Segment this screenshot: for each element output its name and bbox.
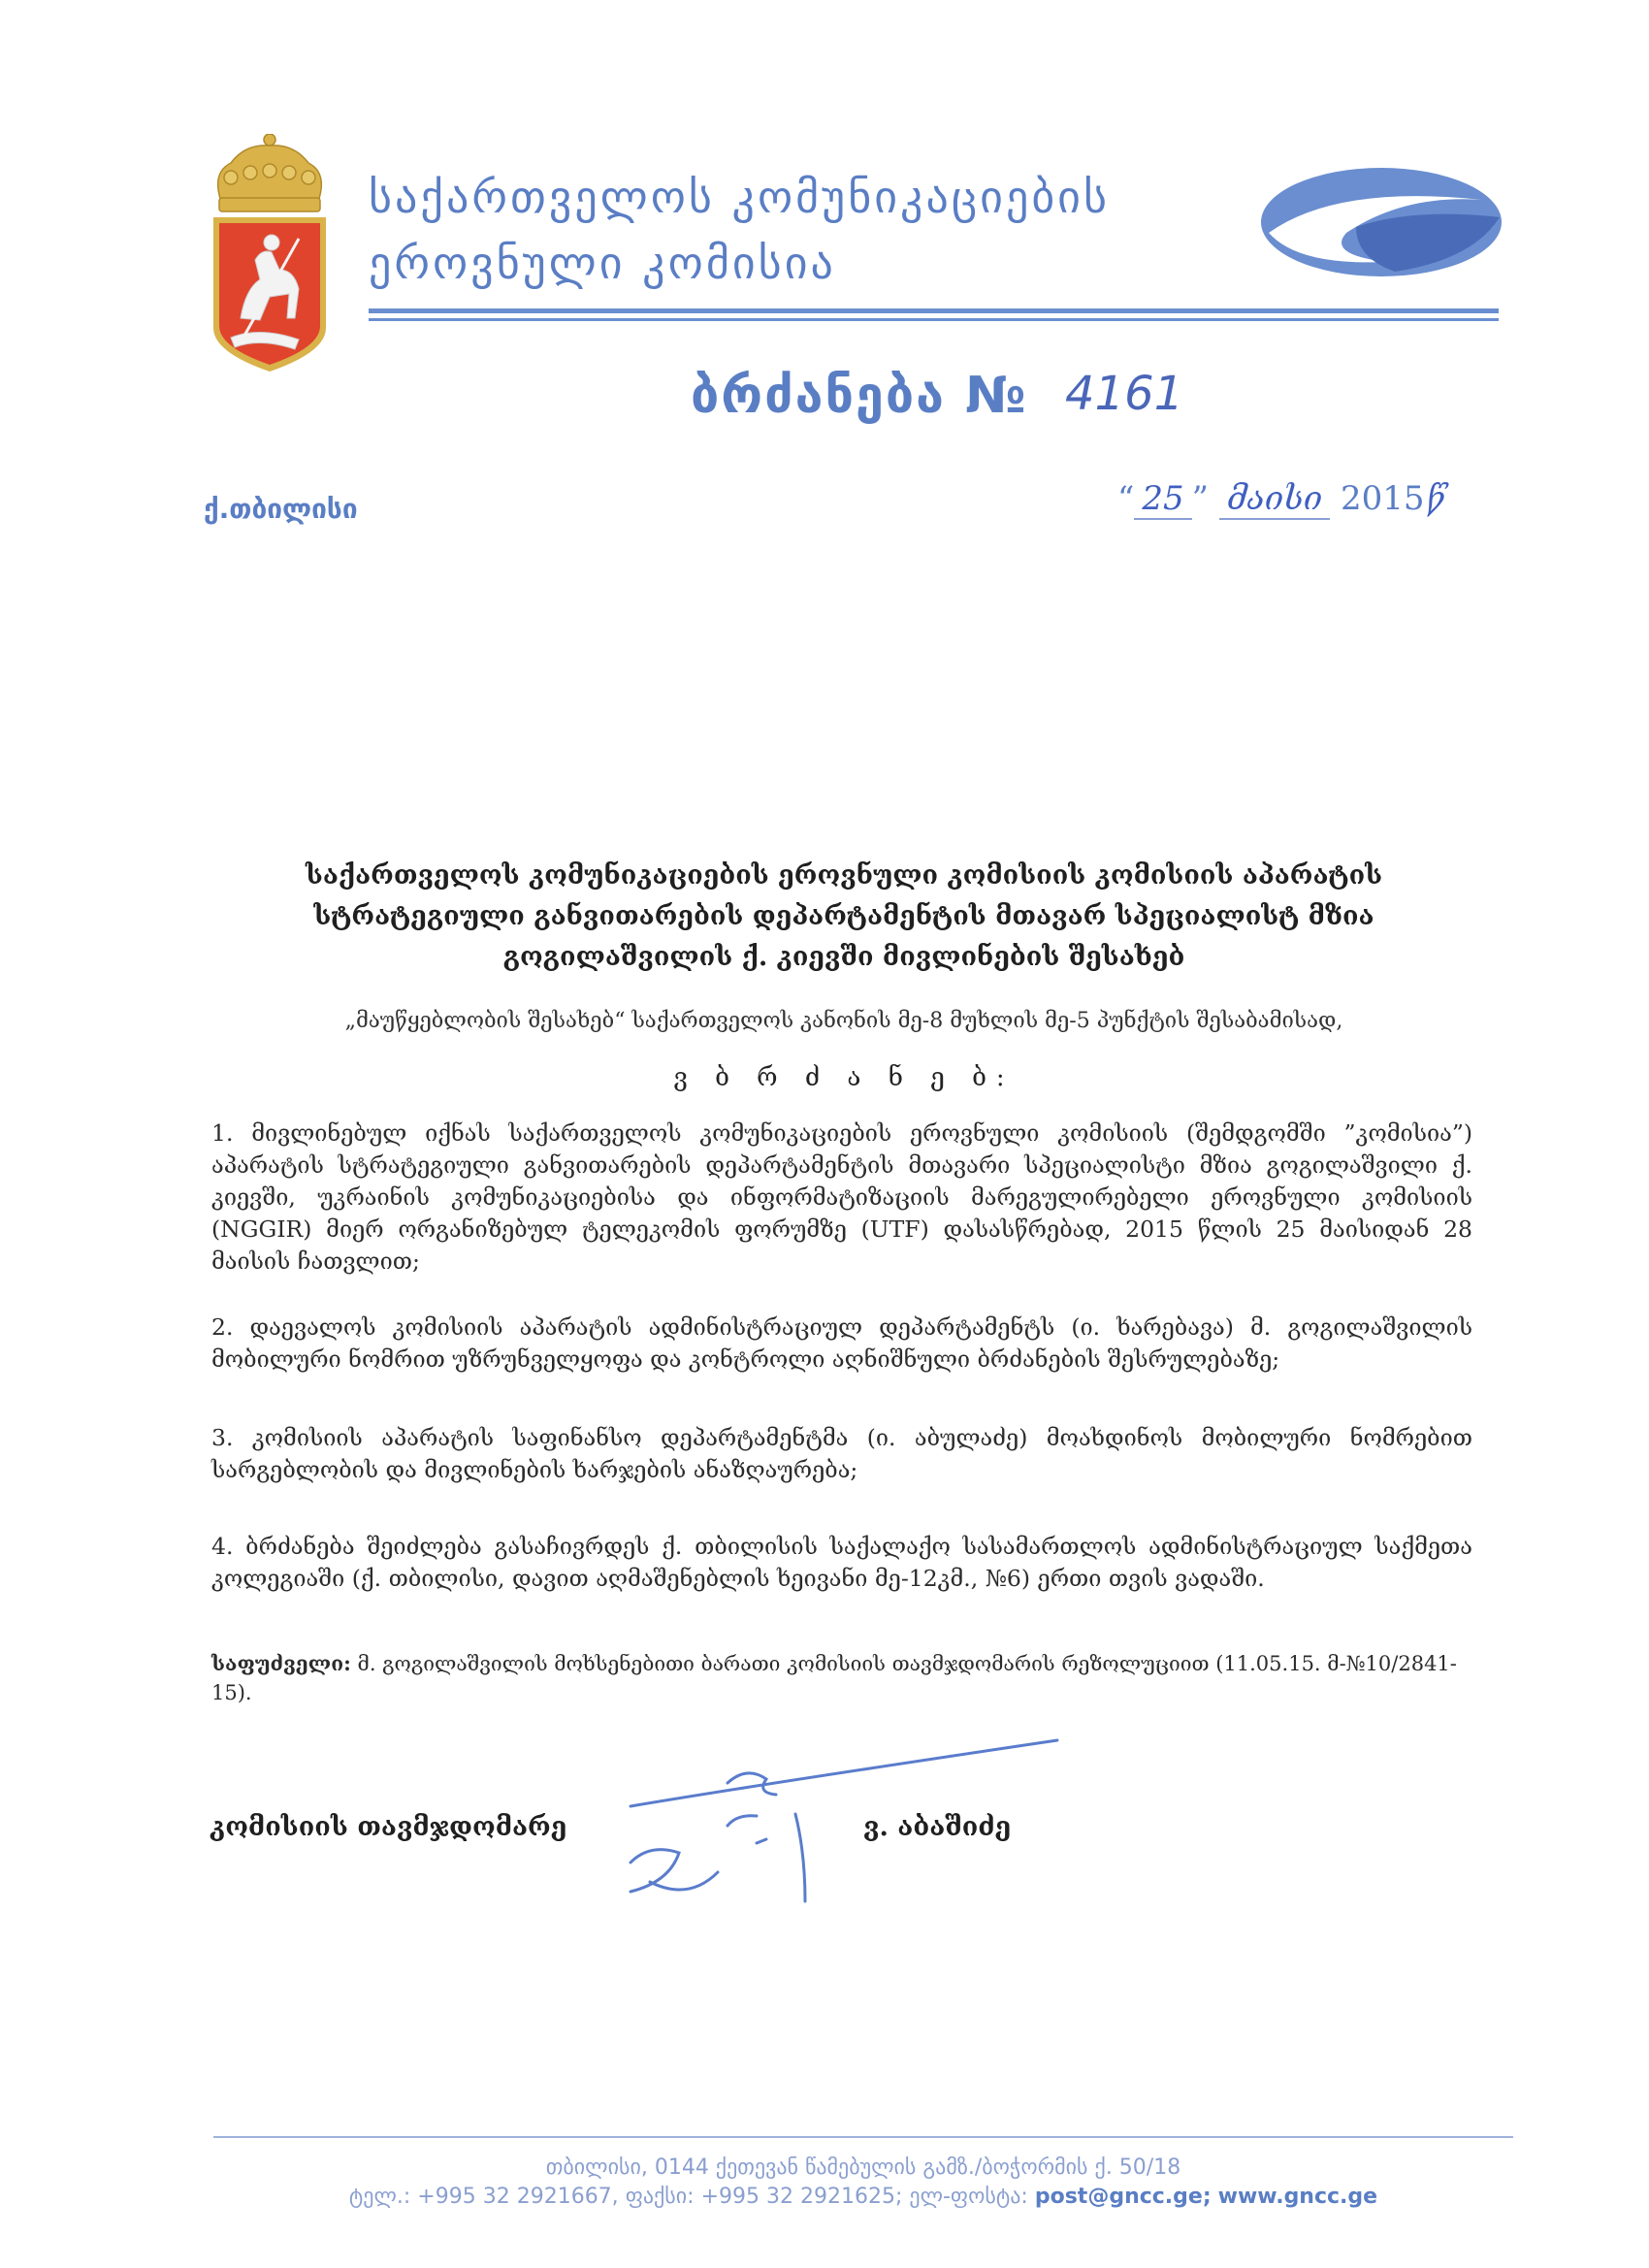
city-label: ქ.თბილისი (204, 493, 358, 525)
foundation-text: მ. გოგილაშვილის მოხსენებითი ბარათი კომისიის თავმჯდომარის რეზოლუციით (11.05.15. მ-№10/2841-15). (211, 1652, 1457, 1704)
email-label: ელ-ფოსტა: (909, 2185, 1028, 2209)
organization-name-line1: საქართველოს კომუნიკაციების (369, 171, 1110, 223)
order-title: ბრძანება № (691, 367, 1028, 425)
coat-of-arms-logo (202, 134, 338, 376)
order-number: 4161 (1065, 367, 1184, 421)
email-link[interactable]: post@gncc.ge; (1034, 2185, 1212, 2209)
order-item-4: 4. ბრძანება შეიძლება გასაჩივრდეს ქ. თბილისის საქალაქო სასამართლოს ადმინისტრაციულ საქმეთა კოლეგიაში (ქ. თბილისი, დავით აღმაშენებლის ხეივანი მე-12კმ., №6) ერთი თვის ვადაში. (211, 1533, 1472, 1592)
footer-contacts (213, 2185, 1513, 2209)
orders-heading: ვ ბ რ ძ ა ნ ე ბ: (673, 1063, 1015, 1092)
signatory-title: კომისიის თავმჯდომარე (210, 1812, 567, 1842)
organization-name-line2: ეროვნული კომისია (369, 237, 836, 289)
order-subject (291, 856, 1397, 978)
order-date: “ 25 ” მაისი 2015წ (1117, 479, 1445, 518)
foundation-label: საფუძველი: (211, 1651, 351, 1675)
foundation-note (211, 1649, 1472, 1707)
signatory-name: ვ. აბაშიძე (863, 1812, 1012, 1842)
fax-label: ფაქსი: (625, 2185, 695, 2209)
order-item-2: 2. დაევალოს კომისიის აპარატის ადმინისტრაციულ დეპარტამენტს (ი. ხარებავა) მ. გოგილაშვილის მობილური ნომრით უზრუნველყოფა და კონტროლი აღნიშნული ბრძანების შესრულებაზე; (211, 1313, 1472, 1373)
date-day: 25 (1134, 479, 1191, 520)
header-rule-thick (369, 308, 1499, 313)
footer-rule (213, 2136, 1513, 2138)
subject-line3: გოგილაშვილის ქ. კიევში მივლინების შესახებ (502, 942, 1185, 972)
subject-line1: საქართველოს კომუნიკაციების ეროვნული კომისიის კომისიის აპარატის (305, 860, 1383, 891)
footer-address: თბილისი, 0144 ქეთევან წამებულის გამზ./ბოჭორმის ქ. 50/18 (545, 2155, 1181, 2180)
phone-label: ტელ.: (348, 2185, 411, 2209)
date-month: მაისი (1219, 479, 1330, 520)
website-link[interactable]: www.gncc.ge (1217, 2185, 1378, 2209)
subject-line2: სტრატეგიული განვითარების დეპარტამენტის მთავარ სპეციალისტ მზია (313, 901, 1374, 931)
header-rule-thin (369, 318, 1499, 321)
legal-basis: „მაუწყებლობის შესახებ“ საქართველოს კანონის მე-8 მუხლის მე-5 პუნქტის შესაბამისად, (344, 1009, 1343, 1033)
order-item-1: 1. მივლინებულ იქნას საქართველოს კომუნიკაციების ეროვნული კომისიის (შემდგომში ”კომისია”) აპარატის სტრატეგიული განვითარების დეპარტამენტის მთავარი სპეციალისტი მზია გოგილაშვილი ქ. კიევში, უკრაინის კომუნიკაციებისა და ინფორმატიზაციის მარეგულირებელი ეროვნული კომისიის (NGGIR) მიერ ორგანიზებულ ტელეკომის ფორუმზე (UTF) დასასწრებად, 2015 წლის 25 მაისიდან 28 მაისის ჩათვლით; (211, 1119, 1472, 1275)
phone-number: +995 32 2921667, (417, 2185, 619, 2209)
fax-number: +995 32 2921625; (700, 2185, 903, 2209)
date-year: 2015 (1341, 479, 1425, 518)
order-item-3: 3. კომისიის აპარატის საფინანსო დეპარტამენტმა (ი. აბულაძე) მოახდინოს მობილური ნომრებით სარგებლობის და მივლინების ხარჯების ანაზღაურება; (211, 1424, 1472, 1483)
date-year-suffix: წ (1426, 479, 1445, 518)
gncc-logo (1259, 165, 1504, 279)
